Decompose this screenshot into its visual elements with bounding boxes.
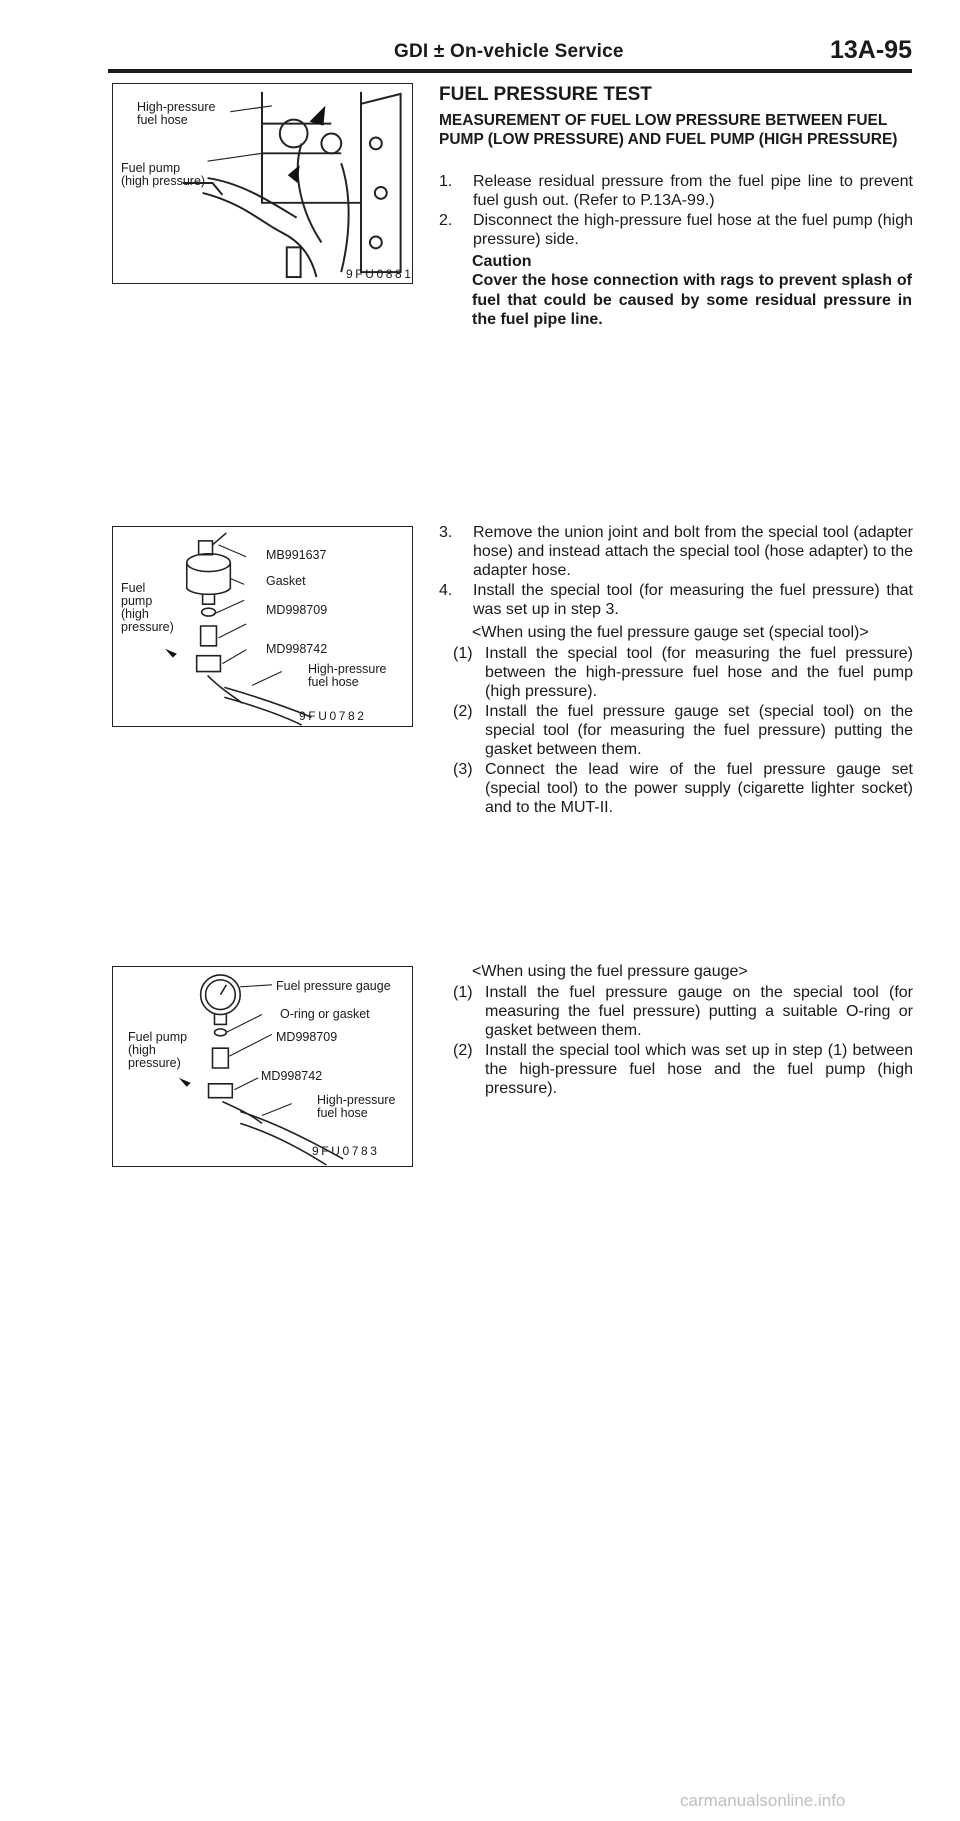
sub-number: (2)	[453, 1042, 473, 1059]
running-header-title: GDI ± On-vehicle Service	[394, 41, 624, 62]
step-number: 2.	[439, 212, 453, 229]
step-text: Install the special tool (for measuring the fuel pressure) that was set up in step 3.	[473, 582, 913, 619]
fig2-label-pressure: pressure)	[121, 620, 174, 634]
sub-text: Install the fuel pressure gauge on the special tool (for measuring the fuel pressure) putting a suitable O-ring or gasket between them.	[485, 984, 913, 1040]
gauge-set-item-1	[439, 644, 913, 702]
step-text: Release residual pressure from the fuel pipe line to prevent fuel gush out. (Refer to P.13A-99.)	[473, 173, 913, 210]
step-1	[439, 172, 913, 210]
fig1-code: 9FU0881	[346, 267, 414, 281]
fig1-label-pump-1: Fuel pump	[121, 161, 181, 175]
step-3	[439, 523, 913, 581]
fig2-label-pump: pump	[121, 594, 153, 608]
fig2-label-fuel: Fuel	[121, 581, 146, 595]
step-number: 1.	[439, 173, 453, 190]
fig3-label-md998742: MD998742	[261, 1069, 323, 1083]
arrow-icon	[165, 649, 177, 658]
fig3-label-md998709: MD998709	[276, 1030, 338, 1044]
fig1-label-hose-2: fuel hose	[137, 113, 188, 127]
fig1-label-pump-2: (high pressure)	[121, 174, 206, 188]
gauge-item-1	[439, 983, 913, 1041]
figure-pressure-gauge-assembly	[112, 966, 413, 1167]
caution-block	[472, 252, 912, 330]
fig2-label-hose-1: High-pressure	[308, 662, 387, 676]
step-text: Remove the union joint and bolt from the special tool (adapter hose) and instead attach the special tool (hose adapter) to the adapter hose.	[473, 524, 913, 580]
caution-text: Cover the hose connection with rags to prevent splash of fuel that could be caused by some residual pressure in the fuel pipe line.	[472, 272, 912, 329]
gauge-set-item-3	[439, 760, 913, 818]
step-text: Disconnect the high-pressure fuel hose at the fuel pump (high pressure) side.	[473, 212, 913, 249]
figure-gauge-set-assembly	[112, 526, 413, 727]
section-title: FUEL PRESSURE TEST	[439, 84, 652, 105]
sub-number: (1)	[453, 984, 473, 1001]
fig2-label-high: (high	[121, 607, 149, 621]
fig2-label-hose-2: fuel hose	[308, 675, 359, 689]
figure-fuel-pump-photo	[112, 83, 413, 284]
sub-text: Install the special tool which was set up in step (1) between the high-pressure fuel hose and the fuel pump (high pressure).	[485, 1042, 913, 1098]
sub-text: Install the special tool (for measuring the fuel pressure) between the high-pressure fuel hose and the fuel pump (high pressure).	[485, 645, 913, 701]
fig3-label-fuel-pump: Fuel pump	[128, 1030, 188, 1044]
fig2-label-gasket: Gasket	[266, 574, 306, 588]
caution-heading: Caution	[472, 253, 532, 270]
sub-text: Connect the lead wire of the fuel pressure gauge set (special tool) to the power supply (cigarette lighter socket) and to the MUT-II.	[485, 761, 913, 817]
fig2-label-md998742: MD998742	[266, 642, 328, 656]
sub-number: (2)	[453, 703, 473, 720]
fig2-code: 9FU0782	[299, 709, 367, 723]
gauge-set-heading: <When using the fuel pressure gauge set (special tool)>	[472, 624, 869, 641]
sub-number: (1)	[453, 645, 473, 662]
gauge-heading: <When using the fuel pressure gauge>	[472, 963, 748, 980]
fig3-code: 9FU0783	[312, 1144, 380, 1158]
step-4	[439, 581, 913, 619]
page-number: 13A-95	[830, 36, 912, 64]
fig3-label-hose-1: High-pressure	[317, 1093, 396, 1107]
step-number: 4.	[439, 582, 453, 599]
sub-text: Install the fuel pressure gauge set (special tool) on the special tool (for measuring the fuel pressure) putting the gasket between them.	[485, 703, 913, 759]
step-2	[439, 211, 913, 249]
watermark: carmanualsonline.info	[680, 1791, 846, 1810]
fig3-label-gauge: Fuel pressure gauge	[276, 979, 391, 993]
header-rule	[108, 69, 912, 73]
fig2-label-md998709: MD998709	[266, 603, 328, 617]
sub-number: (3)	[453, 761, 473, 778]
gauge-set-item-2	[439, 702, 913, 760]
arrow-icon	[179, 1078, 191, 1087]
step-number: 3.	[439, 524, 453, 541]
fig3-label-hose-2: fuel hose	[317, 1106, 368, 1120]
fig3-label-oring: O-ring or gasket	[280, 1007, 370, 1021]
gauge-item-2	[439, 1041, 913, 1099]
fig3-label-high: (high	[128, 1043, 156, 1057]
fig1-label-hose-1: High-pressure	[137, 100, 216, 114]
fig3-label-pressure: pressure)	[128, 1056, 181, 1070]
section-subtitle: MEASUREMENT OF FUEL LOW PRESSURE BETWEEN FUEL PUMP (LOW PRESSURE) AND FUEL PUMP (HIGH PRESSURE)	[439, 112, 898, 148]
fig2-label-mb991637: MB991637	[266, 548, 327, 562]
